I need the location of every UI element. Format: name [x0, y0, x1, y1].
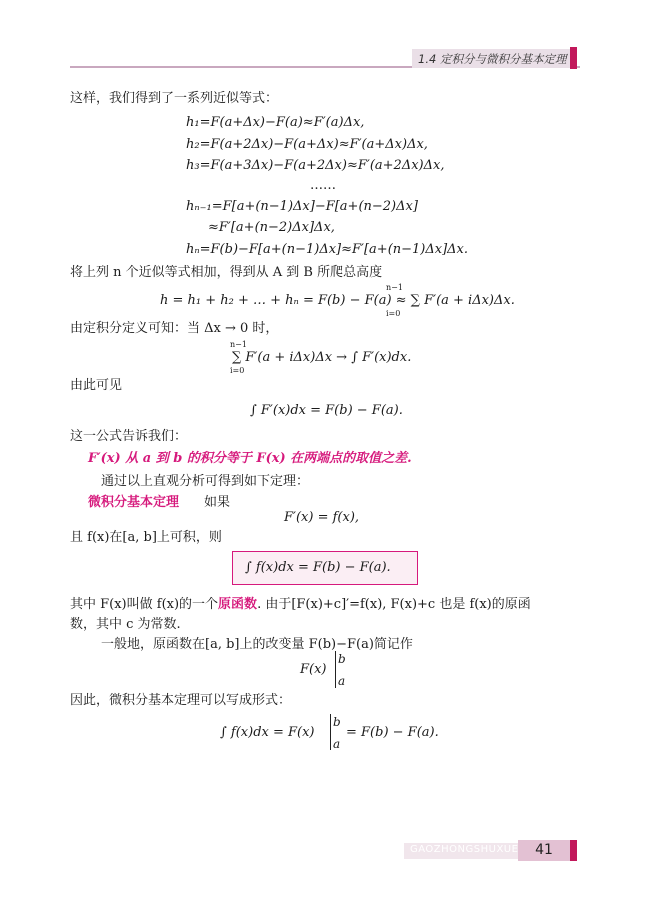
eq-final-right: = F(b) − F(a).: [346, 725, 439, 740]
therefore-line: 由此可见: [70, 378, 123, 393]
sum-lower-limit: i=0: [386, 309, 401, 318]
sum2-lower-limit: i=0: [230, 366, 245, 375]
eval-upper: b: [338, 652, 346, 666]
page-number: 41: [518, 840, 570, 861]
antiderivative-prefix: 其中 F(x)叫做 f(x)的一个: [70, 597, 219, 612]
eval-lower: a: [338, 674, 346, 688]
antiderivative-suffix: . 由于[F(x)+c]′=f(x), F(x)+c 也是 f(x)的原函: [257, 597, 531, 612]
final-form-line: 因此，微积分基本定理可以写成形式：: [70, 693, 292, 708]
eval-bar: [335, 651, 336, 688]
antiderivative-intro: [70, 597, 531, 613]
notation-line: 一般地，原函数在[a, b]上的改变量 F(b)−F(a)简记作: [101, 637, 413, 652]
eq-derivative: F′(x) = f(x),: [284, 510, 360, 525]
eq-integral: ∫ F′(x)dx = F(b) − F(a).: [250, 403, 403, 418]
ellipsis: ……: [310, 178, 336, 193]
eq-h2: h₂=F(a+2Δx)−F(a+Δx)≈F′(a+Δx)Δx,: [186, 137, 428, 152]
eq-hn: hₙ=F(b)−F[a+(n−1)Δx]≈F′[a+(n−1)Δx]Δx.: [186, 242, 469, 257]
theorem-title: 微积分基本定理: [88, 495, 180, 510]
integrable-condition: 且 f(x)在[a, b]上可积，则: [70, 530, 222, 545]
definition-sentence: 由定积分定义可知：当 Δx → 0 时，: [70, 321, 279, 336]
final-eval-lower: a: [333, 737, 341, 751]
footer-accent: [570, 840, 577, 861]
final-eval-upper: b: [333, 715, 341, 729]
constant-line: 数，其中 c 为常数.: [70, 617, 181, 632]
eq-limit: ∑ F′(a + iΔx)Δx → ∫ F′(x)dx.: [232, 350, 412, 365]
eq-hn-1-cont: ≈F′[a+(n−2)Δx]Δx,: [208, 220, 335, 235]
analysis-line: 通过以上直观分析可得到如下定理：: [101, 474, 310, 489]
intro-line: 这样，我们得到了一系列近似等式：: [70, 91, 279, 106]
eq-final-left: ∫ f(x)dx = F(x): [220, 725, 315, 740]
antiderivative-term: 原函数: [218, 597, 258, 612]
sum-upper-limit: n−1: [386, 283, 403, 292]
section-title: 1.4 定积分与微积分基本定理: [418, 52, 567, 66]
eq-h3: h₃=F(a+3Δx)−F(a+2Δx)≈F′(a+2Δx)Δx,: [186, 158, 445, 173]
eq-h1: h₁=F(a+Δx)−F(a)≈F′(a)Δx,: [186, 115, 365, 130]
eval-expression: [300, 662, 327, 678]
final-eval-bar: [330, 714, 331, 750]
eq-theorem: ∫ f(x)dx = F(b) − F(a).: [245, 560, 391, 575]
eq-hn-1: hₙ₋₁=F[a+(n−1)Δx]−F[a+(n−2)Δx]: [186, 199, 418, 214]
eq-total-height: h = h₁ + h₂ + … + hₙ = F(b) − F(a) ≈ ∑ F′(a + iΔx)Δx.: [160, 293, 515, 308]
key-statement: F′(x) 从 a 到 b 的积分等于 F(x) 在两端点的取值之差.: [88, 451, 412, 466]
eval-function: F(x): [300, 662, 327, 677]
sum-sentence: 将上列 n 个近似等式相加，得到从 A 到 B 所爬总高度: [70, 265, 383, 280]
theorem-box: [232, 551, 418, 585]
theorem-if: 如果: [204, 495, 231, 510]
sum2-upper-limit: n−1: [230, 340, 247, 349]
formula-tells-line: 这一公式告诉我们：: [70, 429, 188, 444]
footer-series: GAOZHONGSHUXUE: [410, 844, 519, 855]
header-accent: [570, 47, 577, 69]
